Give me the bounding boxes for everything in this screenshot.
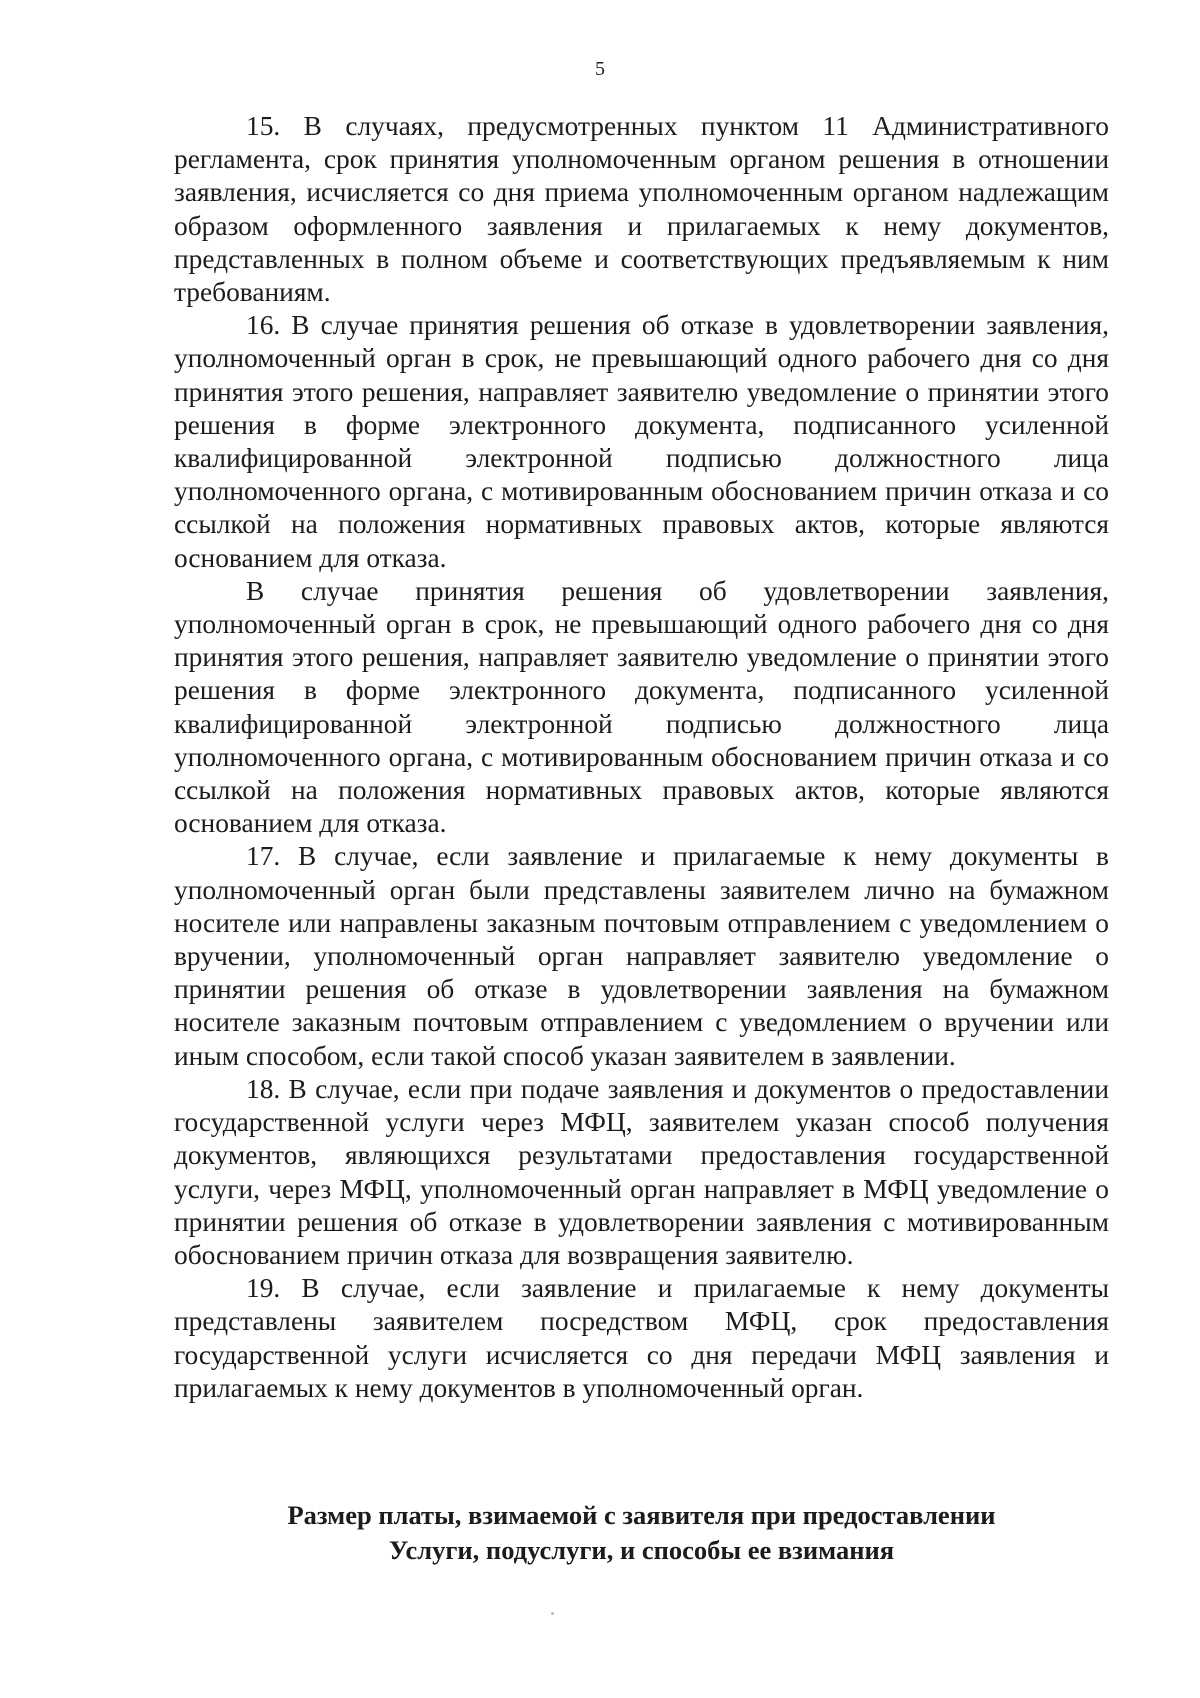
section-heading-line-1: Размер платы, взимаемой с заявителя при предоставлении [287,1500,996,1530]
section-heading [174,1498,1109,1568]
paragraph-18: 18. В случае, если при подаче заявления и документов о предоставлении государственной услуги через МФЦ, заявителем указан способ получения документов, являющихся результатами предоставления государственной услуги, через МФЦ, уполномоченный орган направляет в МФЦ уведомление о принятии решения об отказе в удовлетворении заявления с мотивированным обоснованием причин отказа для возвращения заявителю. [174,1073,1109,1270]
paragraph-19: 19. В случае, если заявление и прилагаемые к нему документы представлены заявителем посредством МФЦ, срок предоставления государственной услуги исчисляется со дня передачи МФЦ заявления и прилагаемых к нему документов в уполномоченный орган. [174,1273,1109,1403]
paragraph-17: 17. В случае, если заявление и прилагаемые к нему документы в уполномоченный орган были представлены заявителем лично на бумажном носителе или направлены заказным почтовым отправлением с уведомлением о вручении, уполномоченный орган направляет заявителю уведомление о принятии решения об отказе в удовлетворении заявления на бумажном носителе заказным почтовым отправлением с уведомлением о вручении или иным способом, если такой способ указан заявителем в заявлении. [174,841,1109,1071]
paragraph-16-continuation: В случае принятия решения об удовлетворении заявления, уполномоченный орган в срок, не превышающий одного рабочего дня со дня принятия этого решения, направляет заявителю уведомление о принятии этого решения в форме электронного документа, подписанного усиленной квалифицированной электронной подписью должностного лица уполномоченного органа, с мотивированным обоснованием причин отказа и со ссылкой на положения нормативных правовых актов, которые являются основанием для отказа. [174,575,1109,839]
scan-speck [551,1612,554,1615]
page-number: 5 [595,58,605,80]
section-heading-line-2: Услуги, подуслуги, и способы ее взимания [388,1535,895,1565]
paragraph-15: 15. В случаях, предусмотренных пунктом 11 Административного регламента, срок принятия уполномоченным органом решения в отношении заявления, исчисляется со дня приема уполномоченным органом надлежащим образом оформленного заявления и прилагаемых к нему документов, представленных в полном объеме и соответствующих предъявляемым к ним требованиям. [174,111,1109,308]
paragraph-16: 16. В случае принятия решения об отказе в удовлетворении заявления, уполномоченный орган в срок, не превышающий одного рабочего дня со дня принятия этого решения, направляет заявителю уведомление о принятии этого решения в форме электронного документа, подписанного усиленной квалифицированной электронной подписью должностного лица уполномоченного органа, с мотивированным обоснованием причин отказа и со ссылкой на положения нормативных правовых актов, которые являются основанием для отказа. [174,310,1109,573]
body-text [174,110,1109,1405]
